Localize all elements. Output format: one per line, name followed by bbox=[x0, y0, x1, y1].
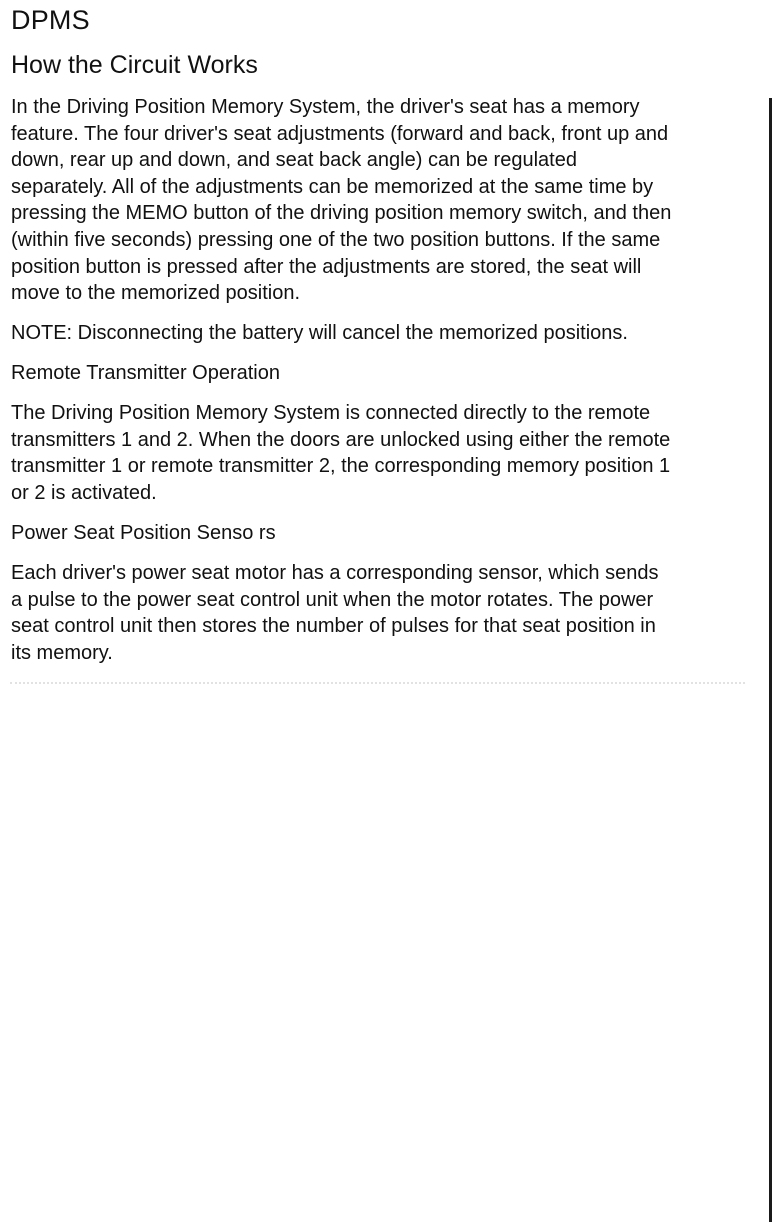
paragraph-position-sensors: Each driver's power seat motor has a corresponding sensor, which sends a pulse to the power seat control unit when the motor rotates. The power seat control unit then stores the number of pulses for that seat position in its memory. bbox=[11, 562, 659, 664]
subheading-position-sensors: Power Seat Position Senso rs bbox=[11, 522, 276, 544]
document-title: DPMS bbox=[11, 5, 90, 35]
note-text: NOTE: Disconnecting the battery will cancel the memorized positions. bbox=[11, 322, 628, 344]
subheading-remote-transmitter: Remote Transmitter Operation bbox=[11, 362, 280, 384]
section-title: How the Circuit Works bbox=[11, 51, 258, 79]
paragraph-memory-feature: In the Driving Position Memory System, the driver's seat has a memory feature. The four driver's seat adjustments (forward and back, front up and down, rear up and down, and seat back angle) can be regulated separately. All of the adjustments can be memorized at the same time by pressing the MEMO button of the driving position memory switch, and then (within five seconds) pressing one of the two position buttons. If the same position button is pressed after the adjustments are stored, the seat will move to the memorized position. bbox=[11, 96, 672, 305]
dotted-divider bbox=[10, 682, 745, 684]
paragraph-remote-transmitter: The Driving Position Memory System is connected directly to the remote transmitters 1 and 2. When the doors are unlocked using either the remote transmitter 1 or remote transmitter 2, the corresponding memory position 1 or 2 is activated. bbox=[11, 402, 671, 504]
page-edge-rule bbox=[769, 98, 772, 1222]
